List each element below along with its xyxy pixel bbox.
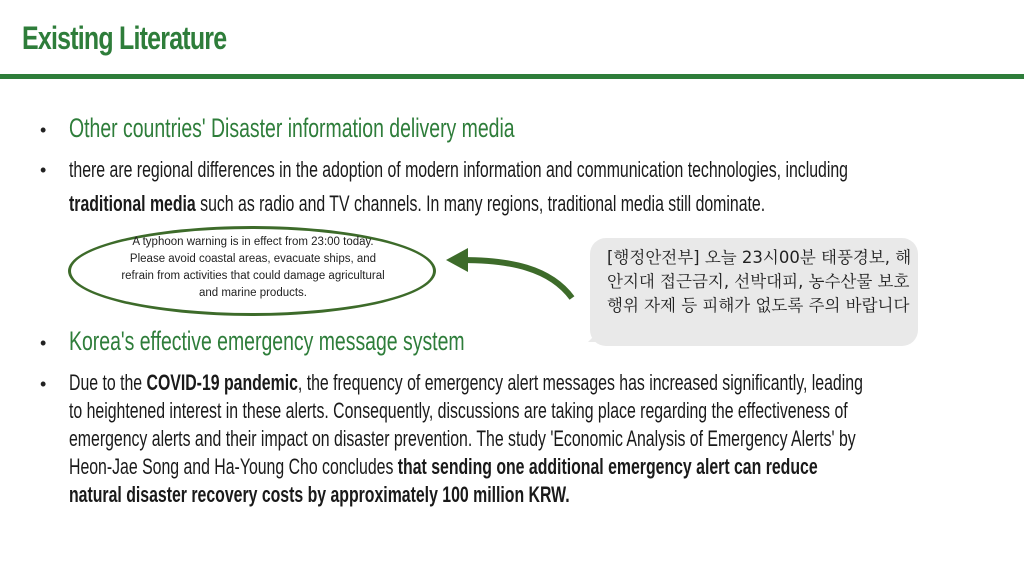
section2-heading: Korea's effective emergency message system — [69, 326, 465, 356]
bubble-tail — [588, 328, 602, 342]
section1-point-line2 — [69, 190, 765, 218]
section2-line1 — [69, 369, 863, 397]
conclusion-emphasis: that sending one additional emergency alert can reduce — [397, 454, 818, 479]
page-title: Existing Literature — [22, 20, 227, 56]
section2-line5: natural disaster recovery costs by approximately 100 million KRW. — [69, 482, 570, 507]
section1-point-rest: such as radio and TV channels. In many regions, traditional media still dominate. — [195, 191, 766, 216]
covid-emphasis: COVID-19 pandemic — [146, 370, 298, 395]
section2-line4 — [69, 453, 818, 481]
bullet-marker: • — [40, 160, 47, 180]
korean-alert-text: [행정안전부] 오늘 23시00분 태풍경보, 해안지대 접근금지, 선박대피, 농수산물 보호행위 자제 등 피해가 없도록 주의 바랍니다 — [607, 248, 912, 315]
bullet-marker: • — [40, 120, 47, 140]
section1-heading: Other countries' Disaster information delivery media — [69, 113, 515, 143]
traditional-media-emphasis: traditional media — [69, 191, 196, 216]
line4-pre: Heon-Jae Song and Ha-Young Cho concludes — [69, 454, 398, 479]
english-translation: A typhoon warning is in effect from 23:00 today. Please avoid coastal areas, evacuate ships, and refrain from activities that could damage agricultural and marine products. — [121, 236, 385, 299]
section2-line2: to heightened interest in these alerts. Consequently, discussions are taking place regarding the effectiveness of — [69, 398, 848, 423]
bullet-marker: • — [40, 333, 47, 353]
bullet-marker: • — [40, 374, 47, 394]
section2-line3: emergency alerts and their impact on disaster prevention. The study 'Economic Analysis of Emergency Alerts' by — [69, 426, 856, 451]
title-divider — [0, 74, 1024, 79]
arrow-icon — [440, 248, 580, 308]
line1-post: , the frequency of emergency alert messages has increased significantly, leading — [297, 370, 863, 395]
line1-pre: Due to the — [69, 370, 147, 395]
section1-point-line1: there are regional differences in the adoption of modern information and communication technologies, including — [69, 157, 848, 182]
